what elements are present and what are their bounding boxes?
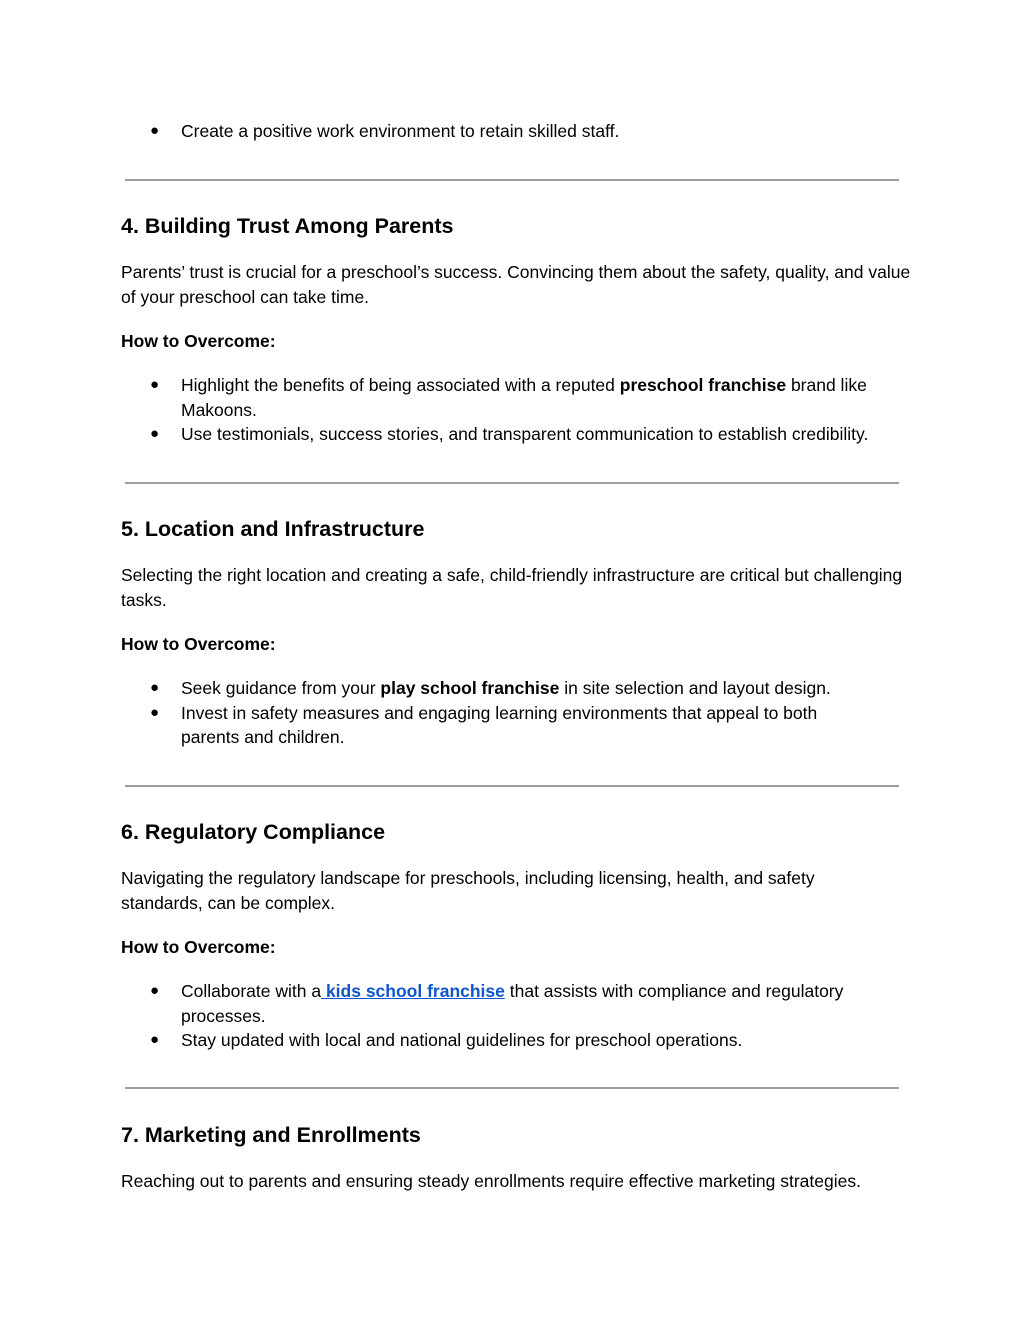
section-heading: 5. Location and Infrastructure (121, 517, 425, 541)
list-item (0, 373, 1024, 422)
list-item-text: Invest in safety measures and engaging learning environments that appeal to both parents and children. (181, 702, 818, 747)
list-item-text: in site selection and layout design. (559, 678, 831, 698)
section-paragraph: Selecting the right location and creating a safe, child-friendly infrastructure are critical but challenging tasks. (121, 565, 903, 610)
bullet-icon: ● (150, 703, 160, 721)
section-paragraph: Reaching out to parents and ensuring steady enrollments require effective marketing strategies. (121, 1171, 861, 1191)
section-divider (125, 179, 899, 181)
how-to-overcome-label: How to Overcome: (121, 937, 276, 957)
section-divider (125, 785, 899, 787)
bold-keyword: preschool franchise (619, 375, 787, 395)
bullet-icon: ● (150, 425, 160, 442)
bullet-icon: ● (150, 122, 160, 139)
bullet-icon: ● (150, 1031, 160, 1048)
list-item (0, 422, 1024, 447)
list-item-text: Create a positive work environment to retain skilled staff. (181, 121, 620, 141)
list-item-text: Collaborate with a (181, 981, 322, 1001)
how-to-overcome-label: How to Overcome: (121, 634, 276, 654)
bullet-icon: ● (150, 679, 160, 696)
list-item-text: Seek guidance from your (181, 678, 381, 698)
list-item-text: brand like Makoons. (181, 375, 867, 420)
section-divider (125, 482, 899, 484)
bullet-icon: ● (150, 982, 160, 999)
list-item (0, 1028, 1024, 1053)
bold-keyword: play school franchise (380, 678, 560, 698)
section-bullet-list (0, 373, 1024, 447)
intro-bullet-list (0, 119, 1024, 144)
how-to-overcome-label: How to Overcome: (121, 331, 276, 351)
section-bullet-list (0, 676, 1024, 750)
section-heading: 4. Building Trust Among Parents (121, 214, 454, 238)
list-item (0, 676, 1024, 701)
list-item-text: Highlight the benefits of being associated with a reputed (181, 375, 620, 395)
list-item-text: Use testimonials, success stories, and transparent communication to establish credibility. (181, 424, 869, 444)
section-paragraph: Parents’ trust is crucial for a preschool’s success. Convincing them about the safety, quality, and value of your preschool can take time. (121, 262, 911, 307)
section-heading: 6. Regulatory Compliance (121, 820, 386, 844)
section-paragraph: Navigating the regulatory landscape for preschools, including licensing, health, and safety standards, can be complex. (121, 868, 815, 913)
section-heading: 7. Marketing and Enrollments (121, 1123, 421, 1147)
bullet-icon: ● (150, 376, 160, 393)
section-divider (125, 1087, 899, 1089)
list-item (0, 701, 1024, 750)
list-item-text: that assists with compliance and regulatory processes. (181, 981, 844, 1026)
list-item (0, 119, 1024, 144)
list-item-text: Stay updated with local and national guidelines for preschool operations. (181, 1030, 743, 1050)
list-item (0, 979, 1024, 1028)
kids-school-franchise-link[interactable]: kids school franchise (321, 981, 505, 1001)
section-bullet-list (0, 979, 1024, 1053)
